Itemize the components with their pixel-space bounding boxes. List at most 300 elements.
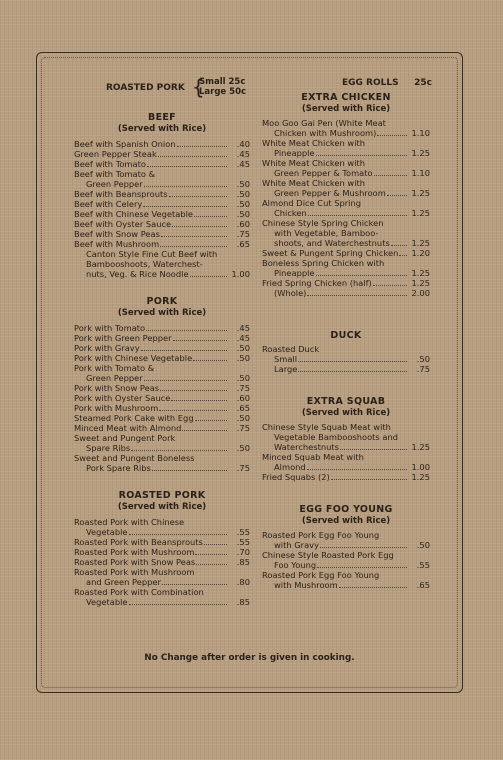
egg-foo-young-title: EGG FOO YOUNG [299, 504, 393, 515]
menu-item-row [262, 442, 430, 452]
menu-item-price [408, 422, 430, 432]
menu-item-price: .70 [236, 547, 250, 557]
menu-item-name: Minced Squab Meat with [262, 452, 364, 462]
menu-item-name: Chinese Style Spring Chicken [262, 218, 384, 228]
menu-item-price: .55 [416, 560, 430, 570]
dot-leader [195, 547, 227, 555]
menu-item-row [262, 570, 430, 580]
menu-item-name: Spare Ribs [86, 443, 131, 453]
menu-item-row [262, 168, 430, 178]
dot-leader [308, 208, 407, 216]
menu-item-row [74, 383, 250, 393]
menu-item-row [74, 537, 250, 547]
menu-item-name: Chicken with Mushroom) [274, 128, 377, 138]
menu-item-row [262, 258, 430, 268]
menu-item-price: 1.00 [411, 462, 430, 472]
menu-item-name: nuts, Veg. & Rice Noodle [86, 269, 189, 279]
menu-item-name: Fried Squabs (2) [262, 472, 330, 482]
menu-item-price: .75 [236, 423, 250, 433]
dot-leader [317, 560, 407, 568]
extra-chicken-list [262, 118, 430, 298]
menu-item-name: Fried Spring Chicken (half) [262, 278, 372, 288]
menu-item-name: with Mushroom [274, 580, 338, 590]
dot-leader [176, 433, 227, 440]
dot-leader [173, 333, 227, 341]
pork-title: PORK [146, 296, 178, 307]
dot-leader [204, 537, 227, 545]
dot-leader [146, 323, 227, 331]
menu-item-name: Beef with Mushroom [74, 239, 160, 249]
menu-item-price: .50 [236, 199, 250, 209]
menu-item-price: .75 [236, 229, 250, 239]
menu-item-name: White Meat Chicken with [262, 138, 366, 148]
extra-chicken-subtitle: (Served with Rice) [301, 104, 391, 114]
dot-leader [307, 288, 407, 296]
menu-item-price [408, 258, 430, 268]
dot-leader [373, 278, 407, 286]
menu-item-price [228, 567, 250, 577]
menu-item-price [408, 138, 430, 148]
menu-item-price: 1.25 [411, 472, 430, 482]
menu-item-row [262, 550, 430, 560]
extra-squab-title: EXTRA SQUAB [306, 396, 386, 407]
dot-leader [160, 239, 227, 247]
menu-item-name: Vegetable [86, 597, 128, 607]
dot-leader [144, 373, 227, 381]
dot-leader [316, 148, 407, 156]
menu-item-row [262, 344, 430, 354]
menu-item-price [228, 517, 250, 527]
dot-leader [320, 540, 407, 548]
menu-item-row [74, 209, 250, 219]
menu-item-price: .55 [236, 527, 250, 537]
menu-item-row [74, 249, 250, 259]
menu-item-price: .45 [236, 159, 250, 169]
menu-item-row [262, 218, 430, 228]
menu-item-name: White Meat Chicken with [262, 178, 366, 188]
menu-item-price: .50 [416, 354, 430, 364]
menu-item-name: Pineapple [274, 148, 315, 158]
menu-item-row [262, 268, 430, 278]
menu-item-name: Steamed Pork Cake with Egg [74, 413, 194, 423]
menu-item-name: Large [274, 364, 298, 374]
menu-item-row [74, 393, 250, 403]
dot-leader [195, 453, 227, 460]
menu-item-price: .75 [416, 364, 430, 374]
menu-item-price [408, 118, 430, 128]
dot-leader [331, 472, 407, 480]
menu-item-row [262, 530, 430, 540]
menu-item-name: Roasted Pork with Combination [74, 587, 204, 597]
menu-item-name: Waterchestnuts [274, 442, 339, 452]
menu-item-row [262, 422, 430, 432]
dot-leader [195, 567, 227, 574]
menu-item-price: .40 [236, 139, 250, 149]
dot-leader [298, 364, 407, 372]
dot-leader [380, 570, 407, 577]
menu-item-name: and Green Pepper [86, 577, 161, 587]
menu-item-row [262, 138, 430, 148]
menu-item-price: 2.00 [411, 288, 430, 298]
menu-item-row [262, 432, 430, 442]
menu-item-name: Roasted Pork with Mushroom [74, 547, 195, 557]
menu-item-row [262, 148, 430, 158]
menu-item-row [262, 580, 430, 590]
menu-item-row [74, 199, 250, 209]
dot-leader [141, 343, 227, 351]
menu-item-name: Sweet & Pungent Spring Chicken [262, 248, 399, 258]
menu-item-price: .50 [236, 343, 250, 353]
menu-item-price: 1.10 [411, 168, 430, 178]
roasted-pork-list [74, 517, 250, 607]
dot-leader [298, 354, 407, 362]
menu-item-name: Beef with Tomato [74, 159, 146, 169]
menu-item-price: .45 [236, 149, 250, 159]
menu-item-price [408, 550, 430, 560]
menu-item-price: .50 [236, 209, 250, 219]
menu-item-price: .50 [236, 443, 250, 453]
menu-item-row [74, 259, 250, 269]
menu-item-name: Pork with Snow Peas [74, 383, 160, 393]
menu-item-row [262, 278, 430, 288]
menu-item-name: Green Pepper [86, 179, 143, 189]
menu-item-row [262, 364, 430, 374]
brace-icon: { [192, 75, 205, 99]
dot-leader [152, 463, 227, 471]
beef-subtitle: (Served with Rice) [117, 124, 207, 134]
dot-leader [384, 218, 407, 225]
menu-item-name: with Gravy [274, 540, 319, 550]
menu-item-row [74, 567, 250, 577]
dot-leader [194, 209, 227, 217]
dot-leader [143, 199, 227, 207]
menu-item-price: .75 [236, 383, 250, 393]
menu-item-row [74, 443, 250, 453]
dot-leader [129, 597, 227, 605]
dot-leader [177, 139, 227, 147]
menu-item-price: .65 [236, 403, 250, 413]
menu-item-row [74, 219, 250, 229]
menu-item-name: Roasted Pork with Chinese [74, 517, 185, 527]
menu-item-row [74, 453, 250, 463]
dot-leader [366, 178, 407, 185]
dot-leader [185, 517, 227, 524]
menu-item-name: Beef with Beansprouts [74, 189, 168, 199]
menu-item-row [74, 463, 250, 473]
menu-item-name: (Whole) [274, 288, 307, 298]
menu-item-name: Chinese Style Squab Meat with [262, 422, 391, 432]
pork-subtitle: (Served with Rice) [117, 308, 207, 318]
menu-item-row [262, 238, 430, 248]
menu-item-name: Pork Spare Ribs [86, 463, 151, 473]
egg-foo-young-list [262, 530, 430, 590]
dot-leader [172, 219, 227, 227]
menu-item-name: Almond Dice Cut Spring [262, 198, 362, 208]
menu-item-price [408, 452, 430, 462]
menu-item-price: .50 [236, 189, 250, 199]
dot-leader [160, 383, 227, 391]
dot-leader [387, 118, 407, 125]
dot-leader [147, 159, 227, 167]
menu-item-price: .85 [236, 557, 250, 567]
menu-item-name: Roasted Pork Egg Foo Young [262, 530, 380, 540]
menu-item-name: Vegetable Bambooshoots and [274, 432, 398, 442]
menu-item-row [262, 158, 430, 168]
menu-item-row [262, 462, 430, 472]
egg-rolls-price: 25c [414, 78, 432, 88]
roasted-pork-large: Large 50c [199, 87, 247, 97]
dot-leader [158, 149, 227, 157]
extra-squab-list [262, 422, 430, 482]
menu-item-price: .50 [416, 540, 430, 550]
menu-item-price [228, 453, 250, 463]
menu-item-name: Pork with Oyster Sauce [74, 393, 171, 403]
menu-item-row [74, 333, 250, 343]
dot-leader [171, 393, 227, 401]
menu-item-row [262, 228, 430, 238]
menu-item-name: Foo Young [274, 560, 317, 570]
menu-item-row [262, 198, 430, 208]
dot-leader [391, 238, 407, 246]
duck-title: DUCK [330, 330, 362, 341]
menu-item-name: Roasted Pork Egg Foo Young [262, 570, 380, 580]
menu-item-price: .60 [236, 219, 250, 229]
menu-item-price [408, 178, 430, 188]
menu-item-price [408, 198, 430, 208]
menu-item-row [262, 208, 430, 218]
menu-item-row [262, 248, 430, 258]
dot-leader [399, 432, 407, 439]
dot-leader [316, 268, 407, 276]
dot-leader [182, 423, 227, 431]
menu-item-row [74, 179, 250, 189]
menu-item-name: Chinese Style Roasted Pork Egg [262, 550, 394, 560]
dot-leader [362, 198, 407, 205]
egg-rolls-header [262, 74, 430, 92]
menu-item-name: Green Pepper & Mushroom [274, 188, 386, 198]
menu-item-price: .50 [236, 413, 250, 423]
menu-item-price [228, 363, 250, 373]
dot-leader [395, 550, 407, 557]
dot-leader [387, 188, 407, 196]
menu-item-name: with Vegetable, Bamboo- [274, 228, 379, 238]
menu-item-row [262, 472, 430, 482]
menu-item-price [408, 432, 430, 442]
menu-item-row [262, 288, 430, 298]
menu-item-row [262, 128, 430, 138]
menu-item-row [74, 363, 250, 373]
left-column [74, 74, 250, 607]
menu-item-row [262, 354, 430, 364]
menu-item-row [74, 139, 250, 149]
menu-item-price: 1.25 [411, 278, 430, 288]
menu-item-row [74, 373, 250, 383]
roasted-pork-subtitle: (Served with Rice) [117, 502, 207, 512]
menu-item-price [228, 433, 250, 443]
dot-leader [366, 138, 407, 145]
menu-item-price [408, 158, 430, 168]
roasted-pork-title: ROASTED PORK [118, 490, 206, 501]
menu-item-price: 1.25 [411, 208, 430, 218]
pork-list [74, 323, 250, 473]
beef-title: BEEF [148, 112, 176, 123]
menu-item-name: Bambooshoots, Waterchest- [86, 259, 203, 269]
menu-item-price [408, 228, 430, 238]
menu-item-price: .45 [236, 333, 250, 343]
extra-squab-subtitle: (Served with Rice) [301, 408, 391, 418]
menu-item-row [262, 188, 430, 198]
dot-leader [144, 179, 227, 187]
dot-leader [169, 189, 227, 197]
menu-item-name: Canton Style Fine Cut Beef with [86, 249, 218, 259]
egg-rolls-title: EGG ROLLS [342, 78, 399, 88]
menu-item-price: 1.10 [411, 128, 430, 138]
menu-item-name: Vegetable [86, 527, 128, 537]
menu-item-price [408, 570, 430, 580]
dot-leader [193, 353, 227, 361]
menu-item-row [74, 517, 250, 527]
menu-item-row [74, 323, 250, 333]
menu-item-price: 1.00 [231, 269, 250, 279]
menu-item-row [74, 239, 250, 249]
menu-item-price [228, 249, 250, 259]
menu-item-price [408, 344, 430, 354]
menu-item-name: Beef with Chinese Vegetable [74, 209, 194, 219]
menu-item-name: Sweet and Pungent Pork [74, 433, 176, 443]
dot-leader [195, 413, 227, 421]
menu-item-price: .50 [236, 373, 250, 383]
menu-item-name: Pork with Chinese Vegetable [74, 353, 193, 363]
menu-item-row [74, 269, 250, 279]
menu-item-name: Pork with Mushroom [74, 403, 159, 413]
menu-item-name: Roasted Pork with Mushroom [74, 567, 195, 577]
dot-leader [399, 248, 407, 256]
dot-leader [340, 442, 407, 450]
menu-item-row [74, 169, 250, 179]
dot-leader [204, 259, 227, 266]
menu-item-name: White Meat Chicken with [262, 158, 366, 168]
menu-item-row [74, 189, 250, 199]
menu-item-name: Beef with Oyster Sauce [74, 219, 172, 229]
menu-item-price: .65 [236, 239, 250, 249]
menu-item-name: Roasted Pork with Snow Peas [74, 557, 196, 567]
menu-item-row [74, 547, 250, 557]
menu-item-name: Pork with Gravy [74, 343, 140, 353]
egg-foo-young-subtitle: (Served with Rice) [301, 516, 391, 526]
menu-item-name: Beef with Celery [74, 199, 143, 209]
dot-leader [307, 462, 407, 470]
menu-item-row [262, 118, 430, 128]
roasted-pork-price-header [74, 74, 250, 100]
menu-item-name: Minced Meat with Almond [74, 423, 182, 433]
dot-leader [379, 228, 407, 235]
roasted-pork-top-title: ROASTED PORK [106, 83, 185, 93]
duck-list [262, 344, 430, 374]
menu-item-price: 1.25 [411, 188, 430, 198]
menu-item-name: Pork with Green Pepper [74, 333, 172, 343]
menu-item-price: 1.25 [411, 442, 430, 452]
menu-item-price: 1.20 [411, 248, 430, 258]
menu-item-price: .50 [236, 179, 250, 189]
dot-leader [320, 344, 407, 351]
menu-item-price [228, 587, 250, 597]
dot-leader [366, 158, 407, 165]
beef-list [74, 139, 250, 279]
menu-item-name: Moo Goo Gai Pen (White Meat [262, 118, 386, 128]
menu-item-name: Green Pepper [86, 373, 143, 383]
menu-item-row [74, 343, 250, 353]
dot-leader [339, 580, 407, 588]
menu-item-row [74, 527, 250, 537]
menu-item-price: .85 [236, 597, 250, 607]
dot-leader [161, 229, 227, 237]
menu-item-name: Beef with Snow Peas [74, 229, 160, 239]
menu-item-row [74, 353, 250, 363]
dot-leader [385, 258, 407, 265]
menu-item-name: shoots, and Waterchestnuts [274, 238, 390, 248]
menu-item-price [228, 259, 250, 269]
dot-leader [155, 363, 227, 370]
dot-leader [374, 168, 407, 176]
menu-item-name: Pork with Tomato [74, 323, 146, 333]
menu-item-row [74, 149, 250, 159]
dot-leader [218, 249, 227, 256]
menu-item-name: Roasted Duck [262, 344, 320, 354]
menu-item-price: 1.25 [411, 148, 430, 158]
menu-item-row [74, 577, 250, 587]
menu-item-row [74, 403, 250, 413]
extra-chicken-title: EXTRA CHICKEN [301, 92, 391, 103]
menu-item-name: Pork with Tomato & [74, 363, 155, 373]
dot-leader [129, 527, 227, 535]
menu-item-row [74, 423, 250, 433]
menu-item-price: .80 [236, 577, 250, 587]
menu-item-name: Green Pepper Steak [74, 149, 157, 159]
dot-leader [190, 269, 227, 277]
dot-leader [159, 403, 227, 411]
menu-item-price: .60 [236, 393, 250, 403]
dot-leader [196, 557, 227, 565]
dot-leader [365, 452, 407, 459]
menu-item-name: Boneless Spring Chicken with [262, 258, 385, 268]
menu-item-name: Almond [274, 462, 306, 472]
menu-item-price: .75 [236, 463, 250, 473]
right-column [262, 74, 430, 590]
menu-item-row [74, 159, 250, 169]
menu-item-row [262, 560, 430, 570]
menu-item-name: Beef with Spanish Onion [74, 139, 176, 149]
menu-item-price: 1.25 [411, 238, 430, 248]
dot-leader [392, 422, 407, 429]
menu-item-price [228, 169, 250, 179]
menu-item-price: .65 [416, 580, 430, 590]
menu-item-row [262, 452, 430, 462]
menu-item-price: .50 [236, 353, 250, 363]
menu-item-row [262, 178, 430, 188]
menu-item-price: .55 [236, 537, 250, 547]
menu-item-name: Small [274, 354, 298, 364]
menu-item-price [408, 218, 430, 228]
dot-leader [205, 587, 227, 594]
menu-item-row [74, 413, 250, 423]
dot-leader [380, 530, 407, 537]
menu-item-row [74, 597, 250, 607]
menu-item-row [74, 433, 250, 443]
footer-note: No Change after order is given in cooking. [144, 653, 355, 663]
menu-item-price: .45 [236, 323, 250, 333]
menu-item-name: Roasted Pork with Beansprouts [74, 537, 203, 547]
dot-leader [377, 128, 407, 136]
